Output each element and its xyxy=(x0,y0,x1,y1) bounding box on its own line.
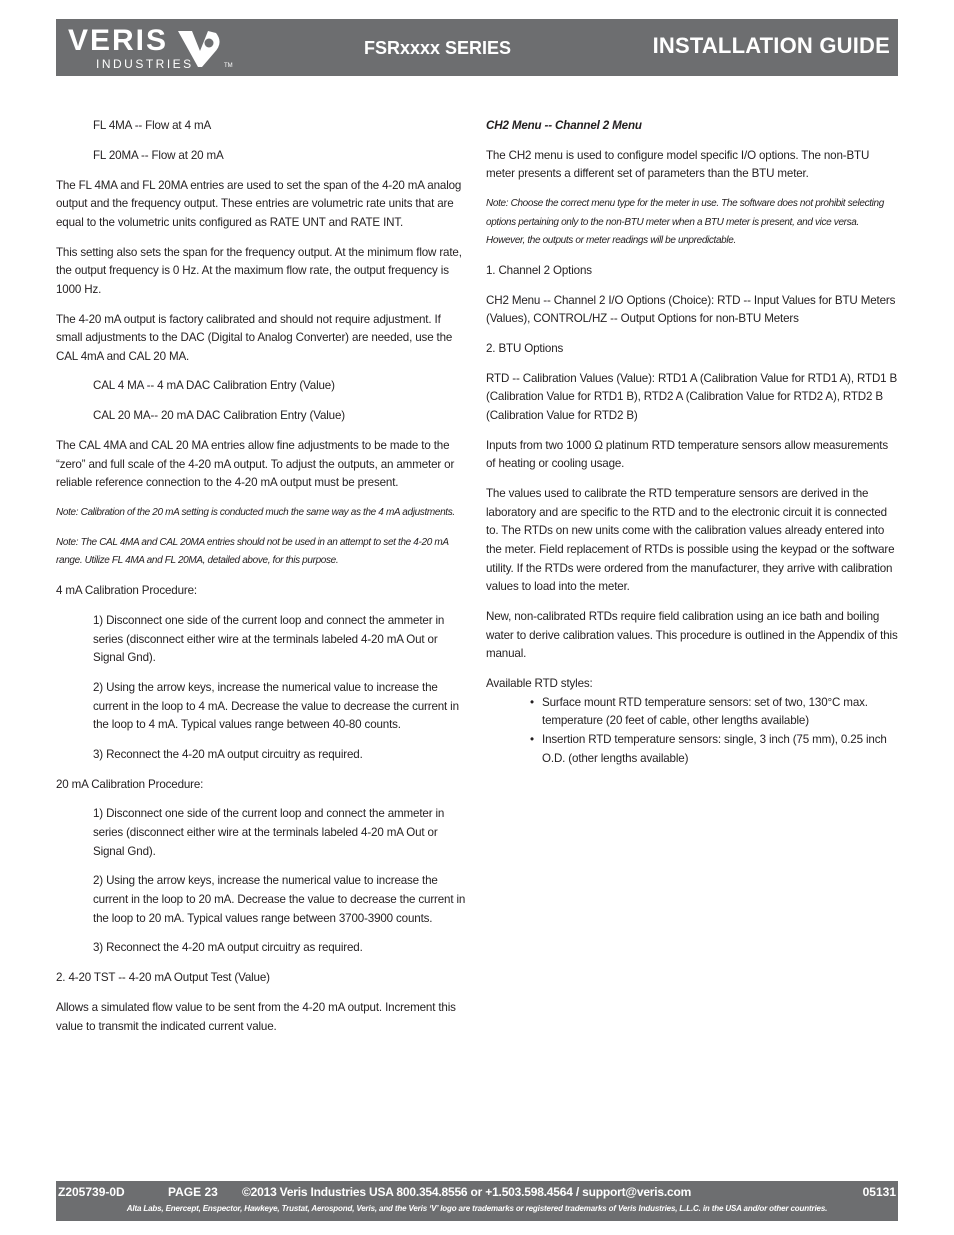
page-number: PAGE 23 xyxy=(168,1185,218,1199)
note: Note: The CAL 4MA and CAL 20MA entries should not be used in an attempt to set the 4-20 mA range. Utilize FL 4MA and FL 20MA, detailed above, for this purpose. xyxy=(56,536,449,567)
paragraph: The CAL 4MA and CAL 20 MA entries allow fine adjustments to be made to the “zero” and full scale of the 4-20 mA output. To adjust the outputs, an ammeter or reliable reference connection to the 4-20 mA output must be present. xyxy=(56,439,455,490)
paragraph: This setting also sets the span for the frequency output. At the minimum flow rate, the output frequency is 0 Hz. At the maximum flow rate, the output frequency is 1000 Hz. xyxy=(56,245,462,296)
trademark-notice: Alta Labs, Enercept, Enspector, Hawkeye, Trustat, Aerospond, Veris, and the Veris ‘V’ logo are trademarks or registered trademarks of Veris Industries, L.L.C. in the USA and/or other countries. xyxy=(126,1204,828,1213)
note: Note: Choose the correct menu type for the meter in use. The software does not prohibit selecting options pertaining only to the non-BTU meter when a BTU meter is present, and vice versa. However, the outputs or meter readings will be unpredictable. xyxy=(486,197,884,247)
logo-subtitle: INDUSTRIES xyxy=(96,57,194,71)
veris-logo xyxy=(66,25,236,73)
revision-code: 05131 xyxy=(862,1185,896,1199)
rtd-styles-list xyxy=(486,694,898,768)
list-item-text: Insertion RTD temperature sensors: single, 3 inch (75 mm), 0.25 inch O.D. (other lengths available) xyxy=(542,732,887,765)
left-column xyxy=(56,117,468,1047)
document-number: Z205739-0D xyxy=(58,1185,125,1199)
procedure-step: 1) Disconnect one side of the current loop and connect the ammeter in series (disconnect either wire at the terminals labeled 4-20 mA Out or Signal Gnd). xyxy=(93,613,445,665)
page-footer xyxy=(56,1181,898,1221)
definition-cal20ma: CAL 20 MA-- 20 mA DAC Calibration Entry (Value) xyxy=(93,409,345,423)
paragraph: New, non-calibrated RTDs require field calibration using an ice bath and boiling water to derive calibration values. This procedure is outlined in the Appendix of this manual. xyxy=(486,609,898,661)
definition-cal4ma: CAL 4 MA -- 4 mA DAC Calibration Entry (Value) xyxy=(93,379,335,393)
right-column xyxy=(486,117,898,768)
document-title: INSTALLATION GUIDE xyxy=(652,33,890,58)
procedure-step: 3) Reconnect the 4-20 mA output circuitry as required. xyxy=(93,941,363,955)
logo-wordmark: VERIS xyxy=(68,24,169,57)
bullet-icon: • xyxy=(530,695,534,709)
paragraph: The 4-20 mA output is factory calibrated and should not require adjustment. If small adjustments to the DAC (Digital to Analog Converter) are needed, use the CAL 4mA and CAL 20 MA. xyxy=(56,312,453,363)
paragraph: Inputs from two 1000 Ω platinum RTD temperature sensors allow measurements of heating or cooling usage. xyxy=(486,438,889,471)
bullet-icon: • xyxy=(530,732,534,746)
paragraph: The values used to calibrate the RTD temperature sensors are derived in the laboratory and are specific to the RTD and to the electronic circuit it is connected to. The RTDs on new units come with the calibration values already entered into the meter. Field replacement of RTDs is possible using the keypad or the software utility. If the RTDs were ordered from the manufacturer, they arrive with calibration values to load into the meter. xyxy=(486,487,895,594)
section-heading: CH2 Menu -- Channel 2 Menu xyxy=(486,119,642,132)
logo-trademark: TM xyxy=(224,63,233,69)
list-item-text: Surface mount RTD temperature sensors: set of two, 130°C max. temperature (20 feet of cable, other lengths available) xyxy=(542,695,868,728)
procedure-heading: 4 mA Calibration Procedure: xyxy=(56,584,197,598)
list-item xyxy=(530,731,898,768)
paragraph: RTD -- Calibration Values (Value): RTD1 A (Calibration Value for RTD1 A), RTD1 B (Calibration Value for RTD1 B), RTD2 A (Calibration Value for RTD2 A), RTD2 B (Calibration Value for RTD2 B) xyxy=(486,371,898,423)
menu-item-heading: 2. 4-20 TST -- 4-20 mA Output Test (Value) xyxy=(56,971,270,985)
list-intro: Available RTD styles: xyxy=(486,676,593,690)
procedure-heading: 20 mA Calibration Procedure: xyxy=(56,777,204,791)
procedure-step: 2) Using the arrow keys, increase the numerical value to increase the current in the loop to 4 mA. Decrease the value to decrease the current in the loop to 4 mA. Typical values range between 40-80 counts. xyxy=(93,680,459,732)
paragraph: Allows a simulated flow value to be sent from the 4-20 mA output. Increment this value to transmit the indicated current value. xyxy=(56,1000,456,1033)
paragraph: CH2 Menu -- Channel 2 I/O Options (Choice): RTD -- Input Values for BTU Meters (Values), CONTROL/HZ -- Output Options for non-BTU Meters xyxy=(486,293,896,326)
definition-fl20ma: FL 20MA -- Flow at 20 mA xyxy=(93,148,224,162)
page-header xyxy=(56,19,898,76)
procedure-step: 2) Using the arrow keys, increase the numerical value to increase the current in the loop to 20 mA. Decrease the value to decrease the current in the loop to 20 mA. Typical values range between 3700-3900 counts. xyxy=(93,874,466,925)
menu-item-heading: 1. Channel 2 Options xyxy=(486,263,592,277)
paragraph: The FL 4MA and FL 20MA entries are used to set the span of the 4-20 mA analog output and the frequency output. These entries are volumetric rate units that are equal to the volumetric units configured as RATE UNT and RATE INT. xyxy=(56,178,462,229)
copyright-contact: ©2013 Veris Industries USA 800.354.8556 or +1.503.598.4564 / support@veris.com xyxy=(242,1185,692,1199)
procedure-step: 1) Disconnect one side of the current loop and connect the ammeter in series (disconnect either wire at the terminals labeled 4-20 mA Out or Signal Gnd). xyxy=(93,807,445,858)
series-title: FSRxxxx SERIES xyxy=(364,38,512,58)
definition-fl4ma: FL 4MA -- Flow at 4 mA xyxy=(93,119,212,132)
note: Note: Calibration of the 20 mA setting is conducted much the same way as the 4 mA adjustments. xyxy=(56,507,455,518)
paragraph: The CH2 menu is used to configure model specific I/O options. The non-BTU meter presents a different set of parameters than the BTU meter. xyxy=(486,148,870,181)
list-item xyxy=(530,694,898,731)
menu-item-heading: 2. BTU Options xyxy=(486,342,564,356)
procedure-step: 3) Reconnect the 4-20 mA output circuitry as required. xyxy=(93,747,363,761)
